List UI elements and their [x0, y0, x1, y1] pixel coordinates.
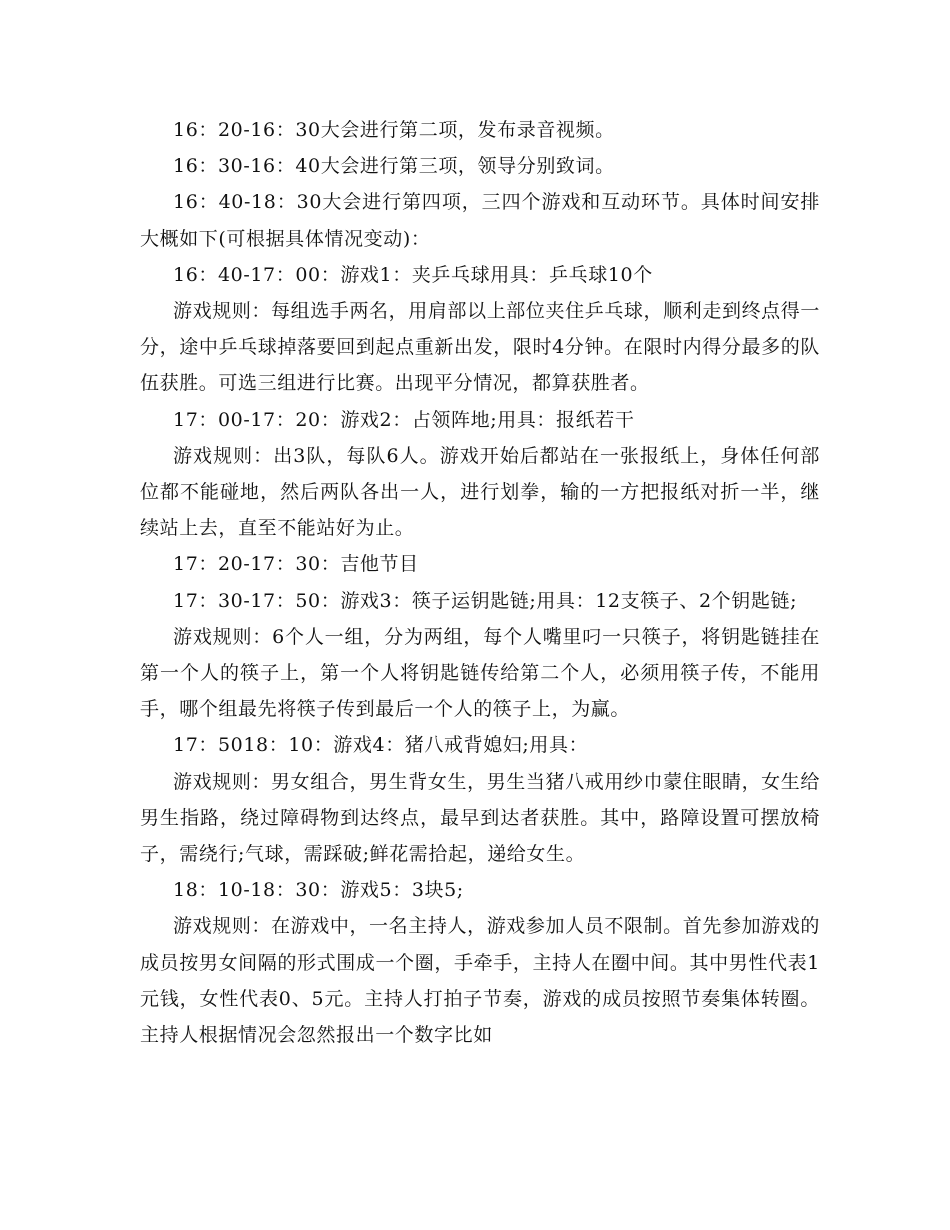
paragraph-6: 17：00-17：20：游戏2：占领阵地;用具：报纸若干 [173, 408, 635, 431]
paragraph-10: 游戏规则：6个人一组，分为两组，每个人嘴里叼一只筷子，将钥匙链挂在第一个人的筷子上，第一个人将钥匙链传给第二个人，必须用筷子传，不能用手，哪个组最先将筷子传到最后一个人的筷子上，为赢。 [140, 625, 820, 721]
paragraph-8: 17：20-17：30：吉他节目 [173, 553, 419, 576]
paragraph-3: 16：40-18：30大会进行第四项，三四个游戏和互动环节。具体时间安排大概如下(可根据具体情况变动)： [140, 191, 820, 250]
paragraph-13: 18：10-18：30：游戏5：3块5; [173, 879, 464, 902]
document-body [140, 112, 820, 1053]
paragraph-14: 游戏规则：在游戏中，一名主持人，游戏参加人员不限制。首先参加游戏的成员按男女间隔的形式围成一个圈，手牵手，主持人在圈中间。其中男性代表1元钱，女性代表0、5元。主持人打拍子节奏，游戏的成员按照节奏集体转圈。主持人根据情况会忽然报出一个数字比如 [140, 915, 820, 1047]
paragraph-7: 游戏规则：出3队，每队6人。游戏开始后都站在一张报纸上，身体任何部位都不能碰地，然后两队各出一人，进行划拳，输的一方把报纸对折一半，继续站上去，直至不能站好为止。 [140, 444, 820, 540]
paragraph-1: 16：20-16：30大会进行第二项，发布录音视频。 [173, 119, 615, 141]
paragraph-12: 游戏规则：男女组合，男生背女生，男生当猪八戒用纱巾蒙住眼睛，女生给男生指路，绕过障碍物到达终点，最早到达者获胜。其中，路障设置可摆放椅子，需绕行;气球，需踩破;鲜花需拾起，递给女生。 [140, 770, 820, 866]
paragraph-11: 17：5018：10：游戏4：猪八戒背媳妇;用具： [173, 734, 589, 757]
paragraph-5: 游戏规则：每组选手两名，用肩部以上部位夹住乒乓球，顺利走到终点得一分，途中乒乓球掉落要回到起点重新出发，限时4分钟。在限时内得分最多的队伍获胜。可选三组进行比赛。出现平分情况，都算获胜者。 [140, 300, 820, 395]
paragraph-2: 16：30-16：40大会进行第三项，领导分别致词。 [173, 155, 615, 178]
paragraph-9: 17：30-17：50：游戏3：筷子运钥匙链;用具：12支筷子、2个钥匙链; [173, 589, 798, 612]
paragraph-4: 16：40-17：00：游戏1：夹乒乓球用具：乒乓球10个 [173, 263, 653, 286]
